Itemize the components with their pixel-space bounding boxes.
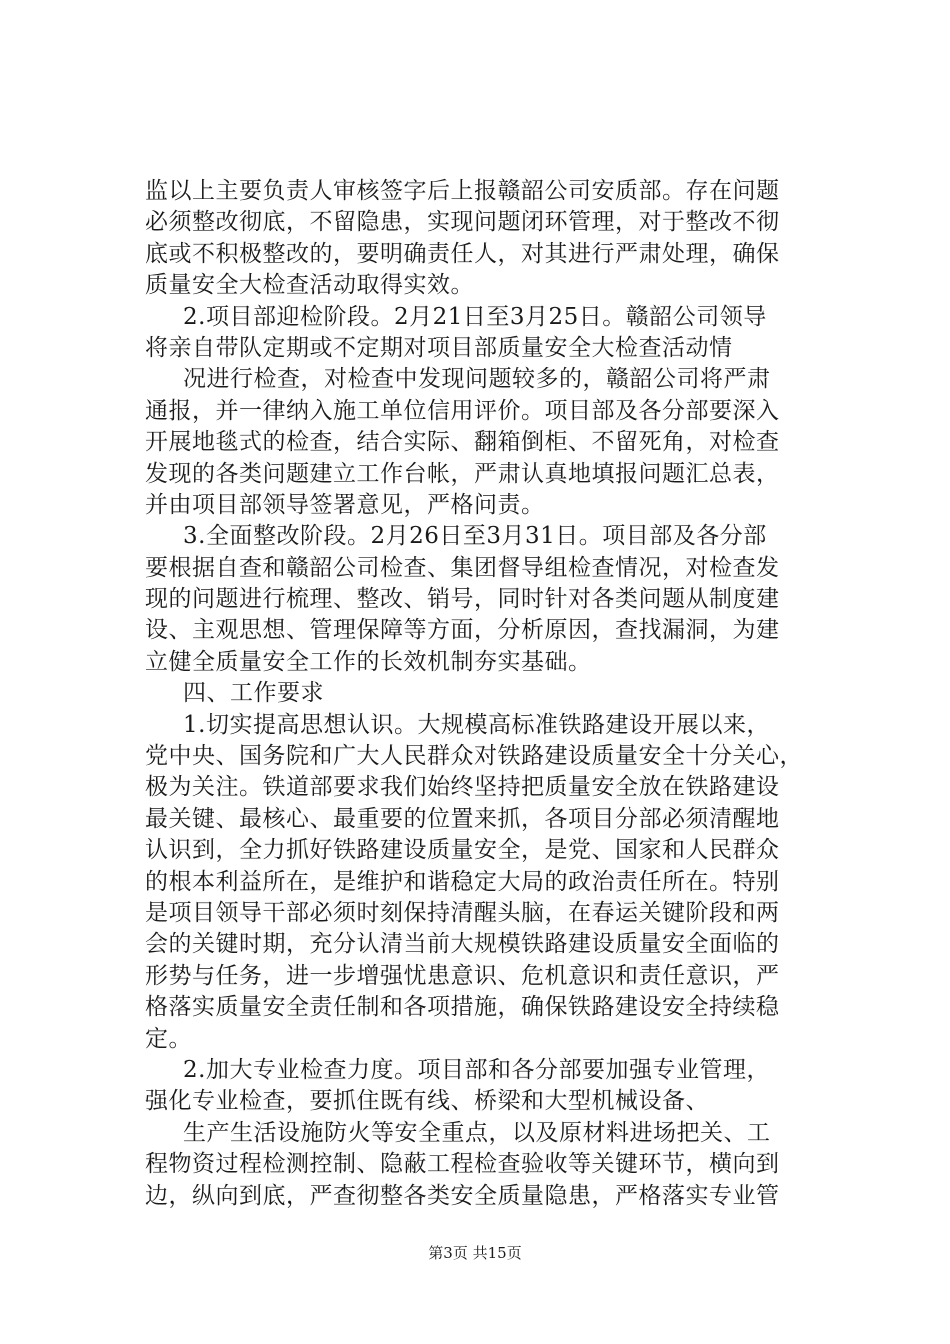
text-line: 并由项目部领导签署意见，严格问责。 bbox=[145, 491, 545, 518]
text-line: 发现的各类问题建立工作台帐，严肃认真地填报问题汇总表， bbox=[145, 460, 780, 487]
text-line: 的根本利益所在，是维护和谐稳定大局的政治责任所在。特别 bbox=[145, 868, 780, 895]
text-line: 形势与任务，进一步增强忧患意识、危机意识和责任意识，严 bbox=[145, 962, 780, 989]
text-line: 极为关注。铁道部要求我们始终坚持把质量安全放在铁路建设 bbox=[145, 774, 780, 801]
text-line: 2.项目部迎检阶段。2月21日至3月25日。赣韶公司领导 bbox=[183, 303, 767, 330]
text-line: 立健全质量安全工作的长效机制夯实基础。 bbox=[145, 648, 592, 675]
text-line: 监以上主要负责人审核签字后上报赣韶公司安质部。存在问题 bbox=[145, 178, 780, 204]
text-line: 会的关键时期，充分认清当前大规模铁路建设质量安全面临的 bbox=[145, 931, 780, 958]
text-line: 3.全面整改阶段。2月26日至3月31日。项目部及各分部 bbox=[183, 523, 767, 550]
text-line: 四、工作要求 bbox=[183, 680, 324, 707]
text-line: 是项目领导干部必须时刻保持清醒头脑，在春运关键阶段和两 bbox=[145, 899, 780, 926]
text-line: 必须整改彻底，不留隐患，实现问题闭环管理，对于整改不彻 bbox=[145, 209, 780, 236]
text-line: 1.切实提高思想认识。大规模高标准铁路建设开展以来， bbox=[183, 711, 770, 738]
text-line: 要根据自查和赣韶公司检查、集团督导组检查情况，对检查发 bbox=[145, 554, 780, 581]
text-line: 格落实质量安全责任制和各项措施，确保铁路建设安全持续稳 bbox=[145, 994, 780, 1021]
text-line: 通报，并一律纳入施工单位信用评价。项目部及各分部要深入 bbox=[145, 397, 780, 424]
text-line: 开展地毯式的检查，结合实际、翻箱倒柜、不留死角，对检查 bbox=[145, 429, 780, 456]
text-line: 设、主观思想、管理保障等方面，分析原因，查找漏洞，为建 bbox=[145, 617, 780, 644]
text-line: 党中央、国务院和广大人民群众对铁路建设质量安全十分关心， bbox=[145, 743, 803, 770]
text-line: 2.加大专业检查力度。项目部和各分部要加强专业管理， bbox=[183, 1056, 770, 1083]
text-line: 况进行检查，对检查中发现问题较多的，赣韶公司将严肃 bbox=[183, 366, 771, 393]
text-line: 强化专业检查，要抓住既有线、桥梁和大型机械设备、 bbox=[145, 1088, 709, 1115]
body-text bbox=[145, 176, 845, 1212]
text-line: 现的问题进行梳理、整改、销号，同时针对各类问题从制度建 bbox=[145, 586, 780, 613]
text-line: 认识到，全力抓好铁路建设质量安全，是党、国家和人民群众 bbox=[145, 837, 780, 864]
text-line: 底或不积极整改的，要明确责任人，对其进行严肃处理，确保 bbox=[145, 240, 780, 267]
text-line: 边，纵向到底，严查彻整各类安全质量隐患，严格落实专业管 bbox=[145, 1182, 780, 1209]
text-line: 最关键、最核心、最重要的位置来抓，各项目分部必须清醒地 bbox=[145, 805, 780, 832]
text-line: 程物资过程检测控制、隐蔽工程检查验收等关键环节，横向到 bbox=[145, 1151, 780, 1178]
text-line: 质量安全大检查活动取得实效。 bbox=[145, 272, 474, 299]
text-line: 定。 bbox=[145, 1025, 192, 1052]
page-footer: 第3页 共15页 bbox=[428, 1244, 522, 1262]
text-line: 生产生活设施防火等安全重点，以及原材料进场把关、工 bbox=[183, 1119, 771, 1146]
text-line: 将亲自带队定期或不定期对项目部质量安全大检查活动情 bbox=[145, 334, 733, 361]
